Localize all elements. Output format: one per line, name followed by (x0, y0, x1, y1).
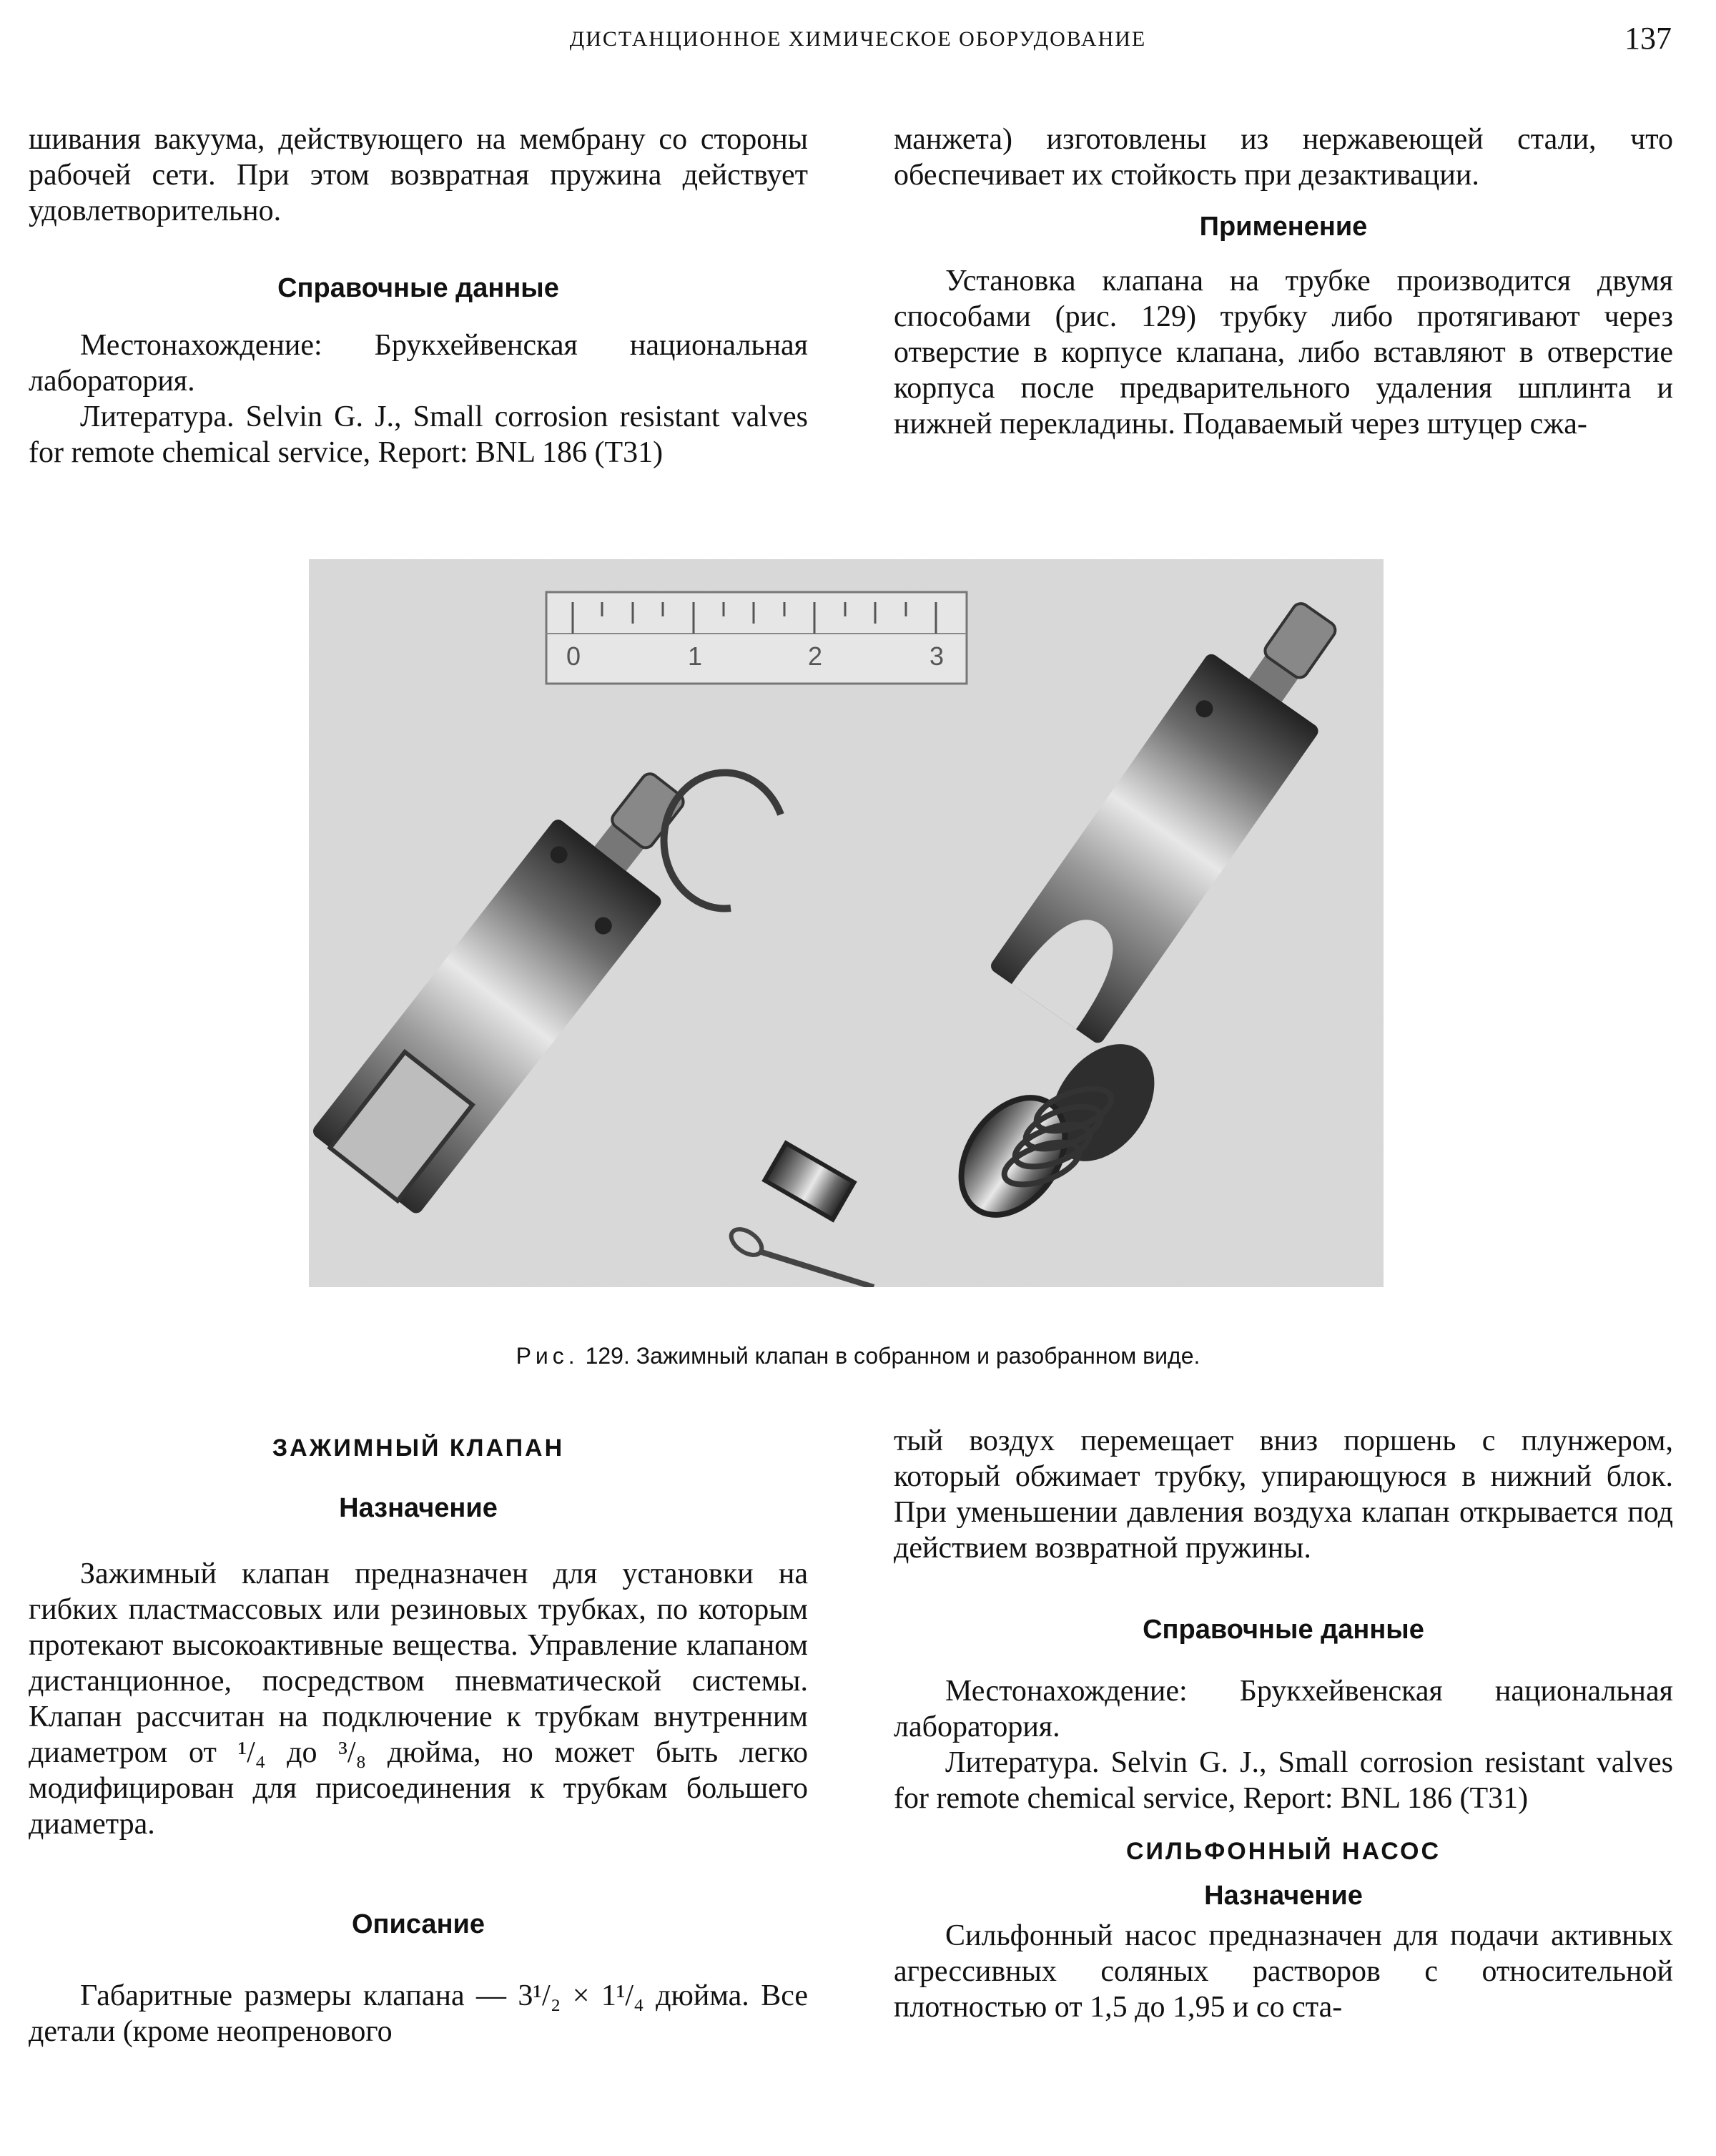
bottom-right-column (894, 1423, 1673, 2025)
section-title: ЗАЖИМНЫЙ КЛАПАН (272, 1434, 565, 1462)
figure-caption (0, 1343, 1716, 1369)
reference-heading: Справочные данные (1143, 1615, 1424, 1645)
svg-text:2: 2 (808, 641, 823, 671)
bottom-left-column (29, 1430, 808, 2049)
purpose-paragraph: Зажимный клапан предназначен для установки на гибких пластмассовых или резиновых трубках, по которым протекают высокоактивные вещества. Управление клапаном дистанционное, посредством пневматической системы. Клапан рассчитан на подключение к трубкам внутренним диаметром от ¹/₄ до ³/₈ дюйма, но может быть легко модифицирован для присоединения к трубкам большего диаметра. (29, 1557, 808, 1841)
svg-text:0: 0 (566, 641, 581, 671)
application-paragraph: Установка клапана на трубке производится двумя способами (рис. 129) трубку либо протягивают через отверстие в корпусе клапана, либо вставляют в отверстие корпуса после предварительного удаления шплинта и нижней перекладины. Подаваемый через штуцер сжа- (894, 265, 1673, 440)
description-paragraph: Габаритные размеры клапана — 3¹/₂ × 1¹/₄ дюйма. Все детали (кроме неопренового (29, 1979, 808, 2048)
top-right-column (894, 122, 1673, 442)
continuation-paragraph: шивания вакуума, действующего на мембрану со стороны рабочей сети. При этом возвратная пружина действует удовлетворительно. (29, 123, 808, 227)
literature-paragraph: Литература. Selvin G. J., Small corrosion resistant valves for remote chemical service, Report: BNL 186 (T31) (894, 1746, 1673, 1815)
caption-prefix: Рис. (516, 1343, 579, 1369)
continuation-paragraph: манжета) изготовлены из нержавеющей стали, что обеспечивает их стойкость при дезактивации. (894, 123, 1673, 192)
next-purpose-paragraph: Сильфонный насос предназначен для подачи активных агрессивных соляных растворов с относительной плотностью от 1,5 до 1,95 и со ста- (894, 1919, 1673, 2024)
figure-photo (309, 559, 1384, 1287)
application-heading: Применение (1199, 212, 1368, 242)
description-heading: Описание (351, 1909, 485, 1939)
literature-paragraph: Литература. Selvin G. J., Small corrosion resistant valves for remote chemical service, Report: BNL 186 (T31) (29, 400, 808, 469)
caption-text: 129. Зажимный клапан в собранном и разобранном виде. (585, 1343, 1200, 1369)
running-head: ДИСТАНЦИОННОЕ ХИМИЧЕСКОЕ ОБОРУДОВАНИЕ (569, 27, 1147, 51)
location-paragraph: Местонахождение: Брукхейвенская национальная лаборатория. (29, 329, 808, 398)
continuation-paragraph: тый воздух перемещает вниз поршень с плунжером, который обжимает трубку, упирающуюся в нижний блок. При уменьшении давления воздуха клапан открывается под действием возвратной пружины. (894, 1424, 1673, 1565)
next-section-title: СИЛЬФОННЫЙ НАСОС (1126, 1838, 1441, 1865)
purpose-heading: Назначение (339, 1493, 498, 1523)
svg-text:1: 1 (688, 641, 703, 671)
svg-text:3: 3 (930, 641, 945, 671)
top-left-column (29, 122, 808, 471)
reference-heading: Справочные данные (277, 273, 559, 303)
clamp-valve-photo-icon (309, 559, 1384, 1287)
next-purpose-heading: Назначение (1204, 1881, 1363, 1911)
ruler-icon (546, 592, 967, 684)
page-number: 137 (1624, 21, 1672, 56)
location-paragraph: Местонахождение: Брукхейвенская национальная лаборатория. (894, 1675, 1673, 1743)
